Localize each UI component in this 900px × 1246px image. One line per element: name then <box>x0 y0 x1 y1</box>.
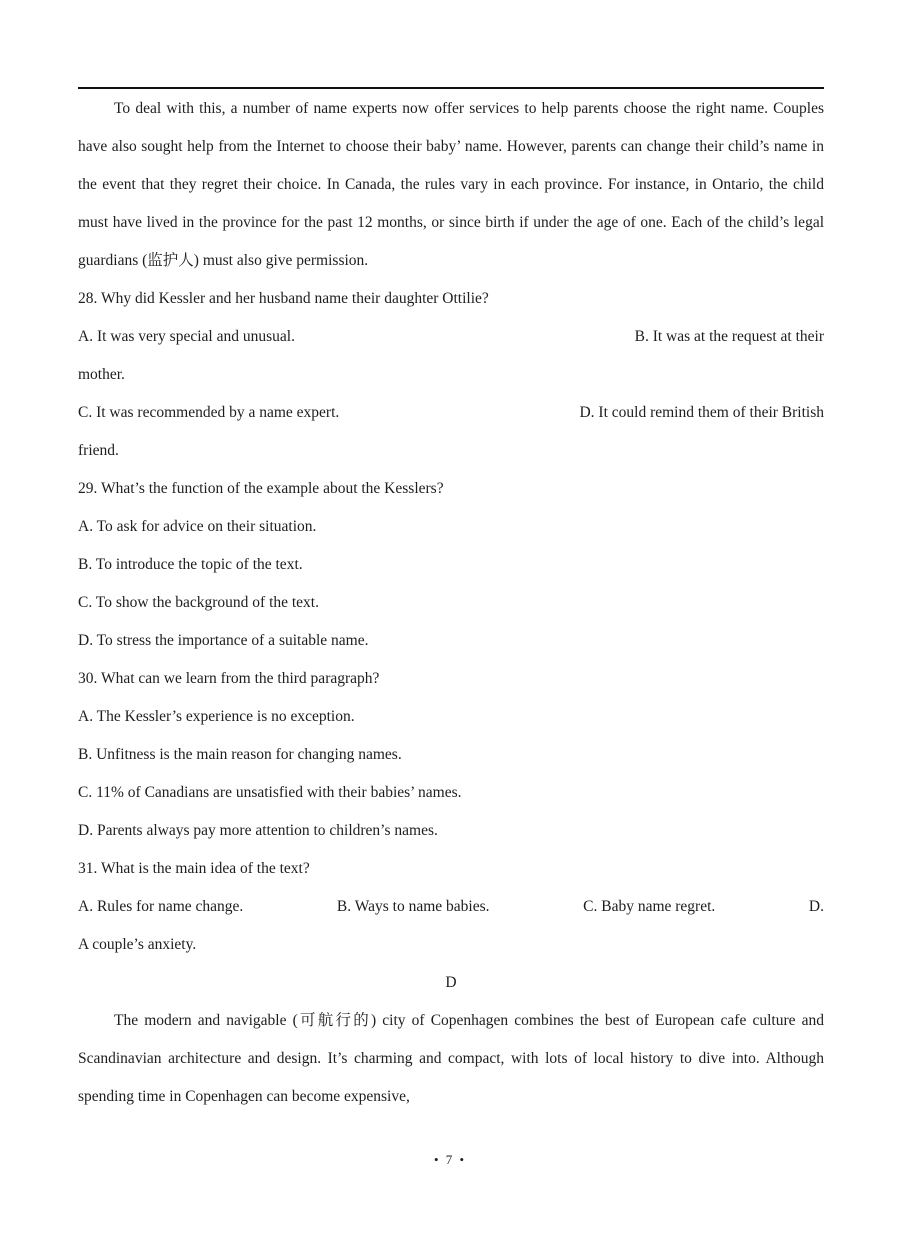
option-28-b: B. It was at the request at their <box>634 328 824 345</box>
option-29-d: D. To stress the importance of a suitable name. <box>78 632 369 649</box>
option-30-b: B. Unfitness is the main reason for changing names. <box>78 746 402 763</box>
option-31-d: D. <box>808 898 824 915</box>
option-28-b-continued: mother. <box>78 366 125 383</box>
question-31-options-row <box>78 888 824 926</box>
option-30-c: C. 11% of Canadians are unsatisfied with their babies’ names. <box>78 784 462 801</box>
option-29-c: C. To show the background of the text. <box>78 594 319 611</box>
option-30-a: A. The Kessler’s experience is no exception. <box>78 708 355 725</box>
question-29-stem: 29. What’s the function of the example about the Kesslers? <box>78 480 444 497</box>
option-31-c: C. Baby name regret. <box>583 898 716 915</box>
option-28-d-continued: friend. <box>78 442 119 459</box>
option-28-d: D. It could remind them of their British <box>579 404 824 421</box>
passage-c-paragraph: To deal with this, a number of name experts now offer services to help parents choose the right name. Couples have also sought help from the Internet to choose their baby’ name. However, parents can change their child’s name in the event that they regret their choice. In Canada, the rules vary in each province. For instance, in Ontario, the child must have lived in the province for the past 12 months, or since birth if under the age of one. Each of the child’s legal guardians (监护人) must also give permission. <box>78 100 824 269</box>
page-content <box>78 90 824 1116</box>
option-28-c: C. It was recommended by a name expert. <box>78 404 340 421</box>
question-28-options-row-1 <box>78 318 824 356</box>
option-31-d-continued: A couple’s anxiety. <box>78 936 197 953</box>
option-31-a: A. Rules for name change. <box>78 898 244 915</box>
question-28-stem: 28. Why did Kessler and her husband name their daughter Ottilie? <box>78 290 489 307</box>
option-28-a: A. It was very special and unusual. <box>78 328 295 345</box>
section-d-paragraph: The modern and navigable (可航行的) city of Copenhagen combines the best of European cafe culture and Scandinavian architecture and design. It’s charming and compact, with lots of local history to dive into. Although spending time in Copenhagen can become expensive, <box>78 1012 824 1105</box>
option-29-a: A. To ask for advice on their situation. <box>78 518 317 535</box>
section-d-heading: D <box>445 974 457 991</box>
question-31-stem: 31. What is the main idea of the text? <box>78 860 310 877</box>
question-28-options-row-2 <box>78 394 824 432</box>
page-number: • 7 • <box>433 1152 467 1167</box>
option-30-d: D. Parents always pay more attention to children’s names. <box>78 822 438 839</box>
top-rule <box>78 87 824 89</box>
option-29-b: B. To introduce the topic of the text. <box>78 556 303 573</box>
question-30-stem: 30. What can we learn from the third paragraph? <box>78 670 380 687</box>
option-31-b: B. Ways to name babies. <box>336 898 490 915</box>
